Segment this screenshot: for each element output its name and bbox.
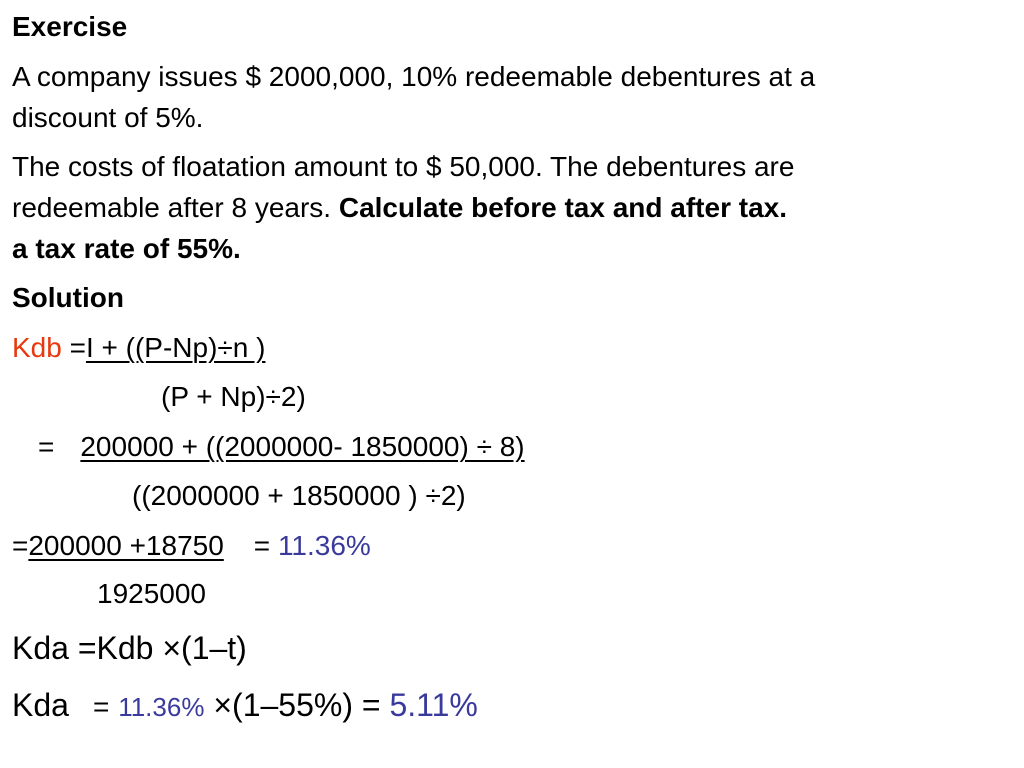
kda-equals: = xyxy=(92,691,110,722)
exercise-tax-rate: a tax rate of 55%. xyxy=(12,233,241,264)
formula-denominator: (P + Np)÷2) xyxy=(161,381,306,412)
step2-numerator: 200000 +18750 xyxy=(28,530,224,561)
exercise-paragraph-1-line-1: A company issues $ 2000,000, 10% redeemable debentures at a xyxy=(12,61,816,92)
step2-line xyxy=(12,529,371,563)
formula-line xyxy=(12,331,265,365)
exercise-paragraph-2-line-2 xyxy=(12,191,787,225)
kda-calculation xyxy=(12,686,478,726)
kda-result: 5.11% xyxy=(389,687,478,723)
step1-numerator: 200000 + ((2000000- 1850000) ÷ 8) xyxy=(80,431,525,462)
step1-equals: = xyxy=(38,431,55,462)
kda-multiplier: ×(1–55%) = xyxy=(213,687,381,723)
step2-result: 11.36% xyxy=(277,530,371,561)
exercise-question-bold: Calculate before tax and after tax. xyxy=(338,192,787,223)
step2-result-equals: = xyxy=(253,530,271,561)
formula-numerator: I + ((P-Np)÷n ) xyxy=(85,332,266,363)
kda-value: 11.36% xyxy=(118,692,205,722)
exercise-heading: Exercise xyxy=(12,11,128,42)
step1-line xyxy=(38,430,525,464)
kdb-label: Kdb xyxy=(12,332,62,363)
kda-formula: Kda =Kdb ×(1–t) xyxy=(12,630,247,666)
step2-equals: = xyxy=(12,530,29,561)
exercise-paragraph-1-line-2: discount of 5%. xyxy=(12,102,204,133)
solution-heading: Solution xyxy=(12,282,124,313)
exercise-paragraph-2-line-1: The costs of floatation amount to $ 50,000. The debentures are xyxy=(12,151,795,182)
kda-label: Kda xyxy=(12,687,69,723)
formula-equals: = xyxy=(61,332,86,363)
step1-denominator: ((2000000 + 1850000 ) ÷2) xyxy=(132,480,466,511)
exercise-paragraph-2-plain: redeemable after 8 years. xyxy=(12,192,339,223)
step2-denominator: 1925000 xyxy=(97,578,207,609)
